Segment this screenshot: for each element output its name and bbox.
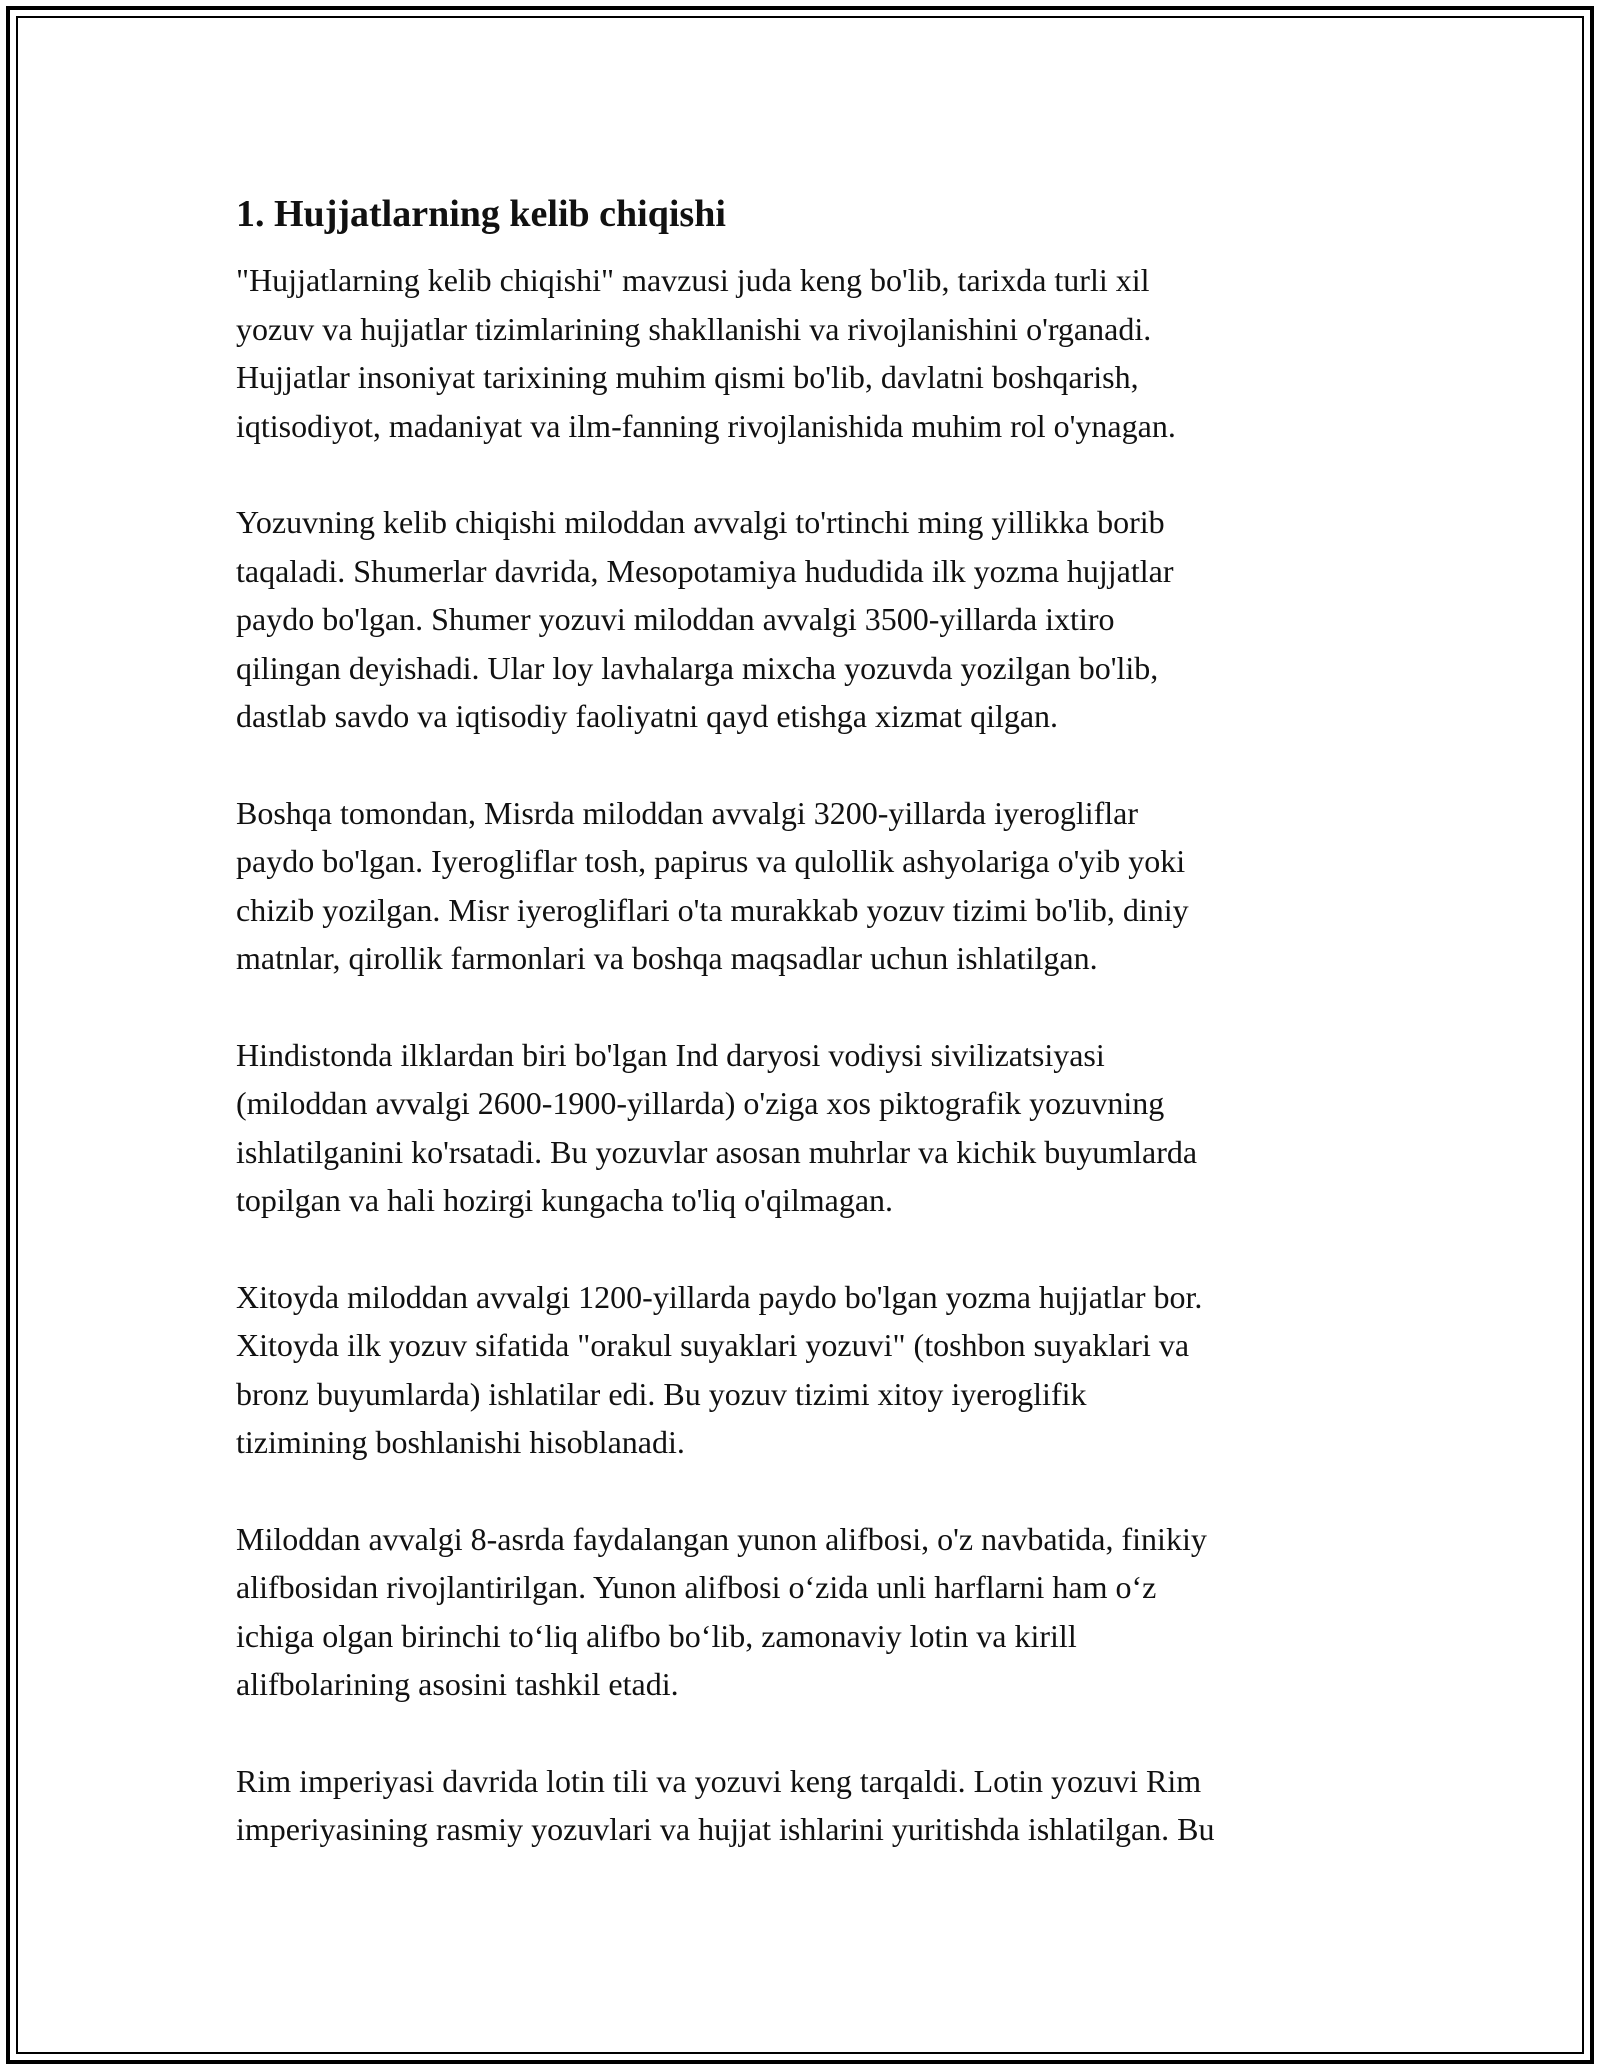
paragraph-rome (236, 1757, 1366, 1854)
paragraph-line: Boshqa tomondan, Misrda miloddan avvalgi 3200-yillarda iyerogliflar (236, 794, 1139, 831)
paragraph-line: paydo bo'lgan. Shumer yozuvi miloddan avvalgi 3500-yillarda ixtiro (236, 601, 1115, 637)
paragraph-egypt (236, 789, 1366, 983)
paragraph-line: imperiyasining rasmiy yozuvlari va hujjat ishlarini yuritishda ishlatilgan. Bu (236, 1811, 1215, 1847)
paragraph-indus (236, 1031, 1366, 1225)
paragraph-line: Hindistonda ilklardan biri bo'lgan Ind daryosi vodiysi sivilizatsiyasi (236, 1036, 1105, 1073)
paragraph-line: iqtisodiyot, madaniyat va ilm-fanning rivojlanishida muhim rol o'ynagan. (236, 407, 1176, 444)
paragraph-line: ichiga olgan birinchi to‘liq alifbo bo‘lib, zamonaviy lotin va kirill (236, 1617, 1077, 1654)
paragraph-line: topilgan va hali hozirgi kungacha to'liq o'qilmagan. (236, 1182, 894, 1218)
paragraph-line: ishlatilganini ko'rsatadi. Bu yozuvlar asosan muhrlar va kichik buyumlarda (236, 1133, 1198, 1170)
paragraph-line: paydo bo'lgan. Iyerogliflar tosh, papirus va qulollik ashyolariga o'yib yoki (236, 843, 1186, 879)
paragraph-line: Hujjatlar insoniyat tarixining muhim qismi bo'lib, davlatni boshqarish, (236, 359, 1139, 395)
paragraph-line: taqaladi. Shumerlar davrida, Mesopotamiya hududida ilk yozma hujjatlar (236, 552, 1174, 589)
section-heading: 1. Hujjatlarning kelib chiqishi (236, 193, 726, 235)
paragraph-china (236, 1273, 1366, 1467)
document-body (236, 188, 1366, 1902)
paragraph-greek (236, 1515, 1366, 1709)
paragraph-line: dastlab savdo va iqtisodiy faoliyatni qayd etishga xizmat qilgan. (236, 698, 1059, 734)
paragraph-line: Rim imperiyasi davrida lotin tili va yozuvi keng tarqaldi. Lotin yozuvi Rim (236, 1762, 1202, 1799)
paragraph-line: "Hujjatlarning kelib chiqishi" mavzusi juda keng bo'lib, tarixda turli xil (236, 262, 1150, 298)
paragraph-line: qilingan deyishadi. Ular loy lavhalarga mixcha yozuvda yozilgan bo'lib, (236, 649, 1159, 686)
paragraph-line: Xitoyda ilk yozuv sifatida "orakul suyaklari yozuvi" (toshbon suyaklari va (236, 1327, 1190, 1363)
paragraph-line: yozuv va hujjatlar tizimlarining shakllanishi va rivojlanishini o'rganadi. (236, 310, 1152, 347)
paragraph-line: chizib yozilgan. Misr iyerogliflari o'ta murakkab yozuv tizimi bo'lib, diniy (236, 891, 1189, 928)
paragraph-line: Miloddan avvalgi 8-asrda faydalangan yunon alifbosi, o'z navbatida, finikiy (236, 1520, 1207, 1557)
paragraph-line: (miloddan avvalgi 2600-1900-yillarda) o'ziga xos piktografik yozuvning (236, 1085, 1165, 1121)
paragraph-line: Yozuvning kelib chiqishi miloddan avvalgi to'rtinchi ming yillikka borib (236, 504, 1165, 540)
paragraph-line: matnlar, qirollik farmonlari va boshqa maqsadlar uchun ishlatilgan. (236, 940, 1098, 976)
paragraph-sumer (236, 498, 1366, 741)
paragraph-intro (236, 256, 1366, 450)
paragraph-line: bronz buyumlarda) ishlatilar edi. Bu yozuv tizimi xitoy iyeroglifik (236, 1375, 1087, 1412)
paragraph-line: tizimining boshlanishi hisoblanadi. (236, 1424, 685, 1460)
paragraph-line: alifbosidan rivojlantirilgan. Yunon alifbosi o‘zida unli harflarni ham o‘z (236, 1569, 1157, 1605)
paragraph-line: alifbolarining asosini tashkil etadi. (236, 1666, 679, 1702)
paragraph-line: Xitoyda miloddan avvalgi 1200-yillarda paydo bo'lgan yozma hujjatlar bor. (236, 1278, 1203, 1315)
